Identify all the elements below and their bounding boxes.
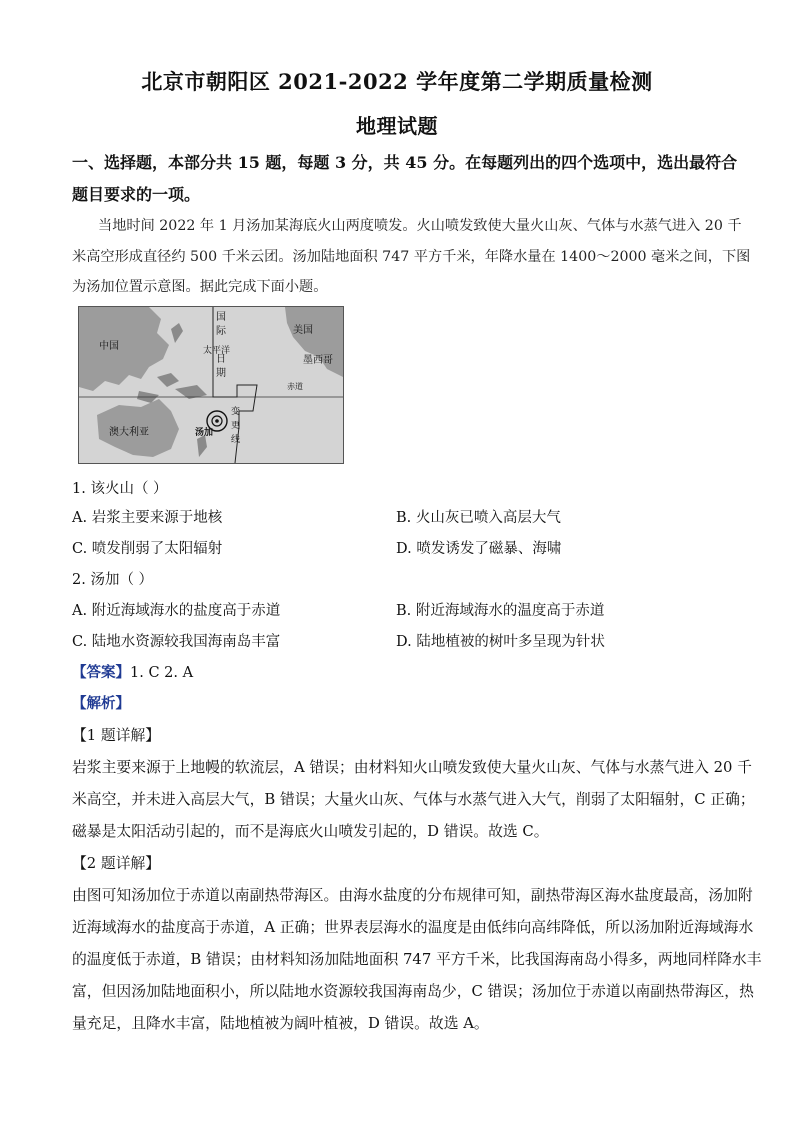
detail-2-line4: 富，但因汤加陆地面积小，所以陆地水资源较我国海南岛少，C 错误；汤加位于赤道以南副热带海区，热 [72, 983, 754, 1000]
map-label-equator: 赤道 [287, 382, 303, 391]
detail-2-line5: 量充足，且降水丰富，陆地植被为阔叶植被，D 错误。故选 A。 [72, 1015, 489, 1032]
tonga-location-map [78, 306, 344, 464]
question-2-stem: 2. 汤加（ ） [72, 572, 154, 588]
map-label-change-line [231, 405, 240, 447]
map-label-australia: 澳大利亚 [109, 427, 149, 438]
answer-tag: 【答案】 [72, 664, 130, 681]
question-1-stem: 1. 该火山（ ） [72, 481, 168, 497]
dateline-char: 日 [216, 354, 226, 365]
detail-2-line2: 近海域海水的盐度高于赤道，A 正确；世界表层海水的温度是由低纬向高纬降低，所以汤加附近海域海水 [72, 919, 754, 936]
answer-text: 1. C 2. A [130, 665, 194, 681]
question-2-option-b: B. 附近海域海水的温度高于赤道 [396, 603, 605, 619]
detail-2-line1: 由图可知汤加位于赤道以南副热带海区。由海水盐度的分布规律可知，副热带海区海水盐度最高，汤加附 [72, 887, 753, 904]
map-label-tonga: 汤加 [195, 428, 214, 438]
question-1-option-a: A. 岩浆主要来源于地核 [72, 510, 223, 526]
question-1-option-d: D. 喷发诱发了磁暴、海啸 [396, 541, 562, 557]
map-label-usa: 美国 [293, 325, 313, 336]
change-line-char: 线 [231, 435, 241, 445]
material-line2: 米高空形成直径约 500 千米云团。汤加陆地面积 747 平方千米，年降水量在 1400～2000 毫米之间，下图 [72, 249, 751, 265]
detail-1-line2: 米高空，并未进入高层大气，B 错误；大量火山灰、气体与水蒸气进入大气，削弱了太阳辐射，C 正确； [72, 791, 755, 808]
answer-line [72, 661, 724, 682]
dateline-char: 期 [216, 368, 226, 379]
material-line3: 为汤加位置示意图。据此完成下面小题。 [72, 279, 328, 295]
section-instruction-line1: 一、选择题，本部分共 15 题，每题 3 分，共 45 分。在每题列出的四个选项中，选出最符合 [72, 153, 738, 172]
section-instruction-line2: 题目要求的一项。 [72, 185, 201, 204]
map-label-pacific: 太平洋 [203, 346, 231, 356]
analysis-label: 【解析】 [72, 695, 130, 712]
dateline-char: 际 [216, 326, 226, 337]
question-2-option-a: A. 附近海域海水的盐度高于赤道 [72, 603, 281, 619]
material-line1: 当地时间 2022 年 1 月汤加某海底火山两度喷发。火山喷发致使大量火山灰、气体与水蒸气进入 20 千 [98, 218, 742, 234]
detail-2-line3: 的温度低于赤道，B 错误；由材料知汤加陆地面积 747 平方千米，比我国海南岛小得多，两地同样降水丰 [72, 951, 762, 968]
detail-1-tag: 【1 题详解】 [72, 727, 161, 744]
question-1-option-b: B. 火山灰已喷入高层大气 [396, 510, 561, 526]
map-label-mexico: 墨西哥 [303, 355, 333, 366]
exam-subtitle: 地理试题 [356, 114, 438, 138]
detail-2-tag: 【2 题详解】 [72, 855, 161, 872]
detail-1-line1: 岩浆主要来源于上地幔的软流层，A 错误；由材料知火山喷发致使大量火山灰、气体与水蒸气进入 20 千 [72, 759, 752, 776]
change-line-char: 更 [231, 421, 241, 431]
map-label-china: 中国 [99, 341, 119, 352]
analysis-tag [72, 692, 724, 713]
exam-title: 北京市朝阳区 2021-2022 学年度第二学期质量检测 [141, 69, 653, 94]
question-2-option-c: C. 陆地水资源较我国海南岛丰富 [72, 634, 281, 650]
question-2-option-d: D. 陆地植被的树叶多呈现为针状 [396, 634, 605, 650]
detail-1-line3: 磁暴是太阳活动引起的，而不是海底火山喷发引起的，D 错误。故选 C。 [72, 823, 549, 840]
change-line-char: 变 [231, 407, 241, 417]
dateline-char: 国 [216, 312, 226, 323]
question-1-option-c: C. 喷发削弱了太阳辐射 [72, 541, 223, 557]
